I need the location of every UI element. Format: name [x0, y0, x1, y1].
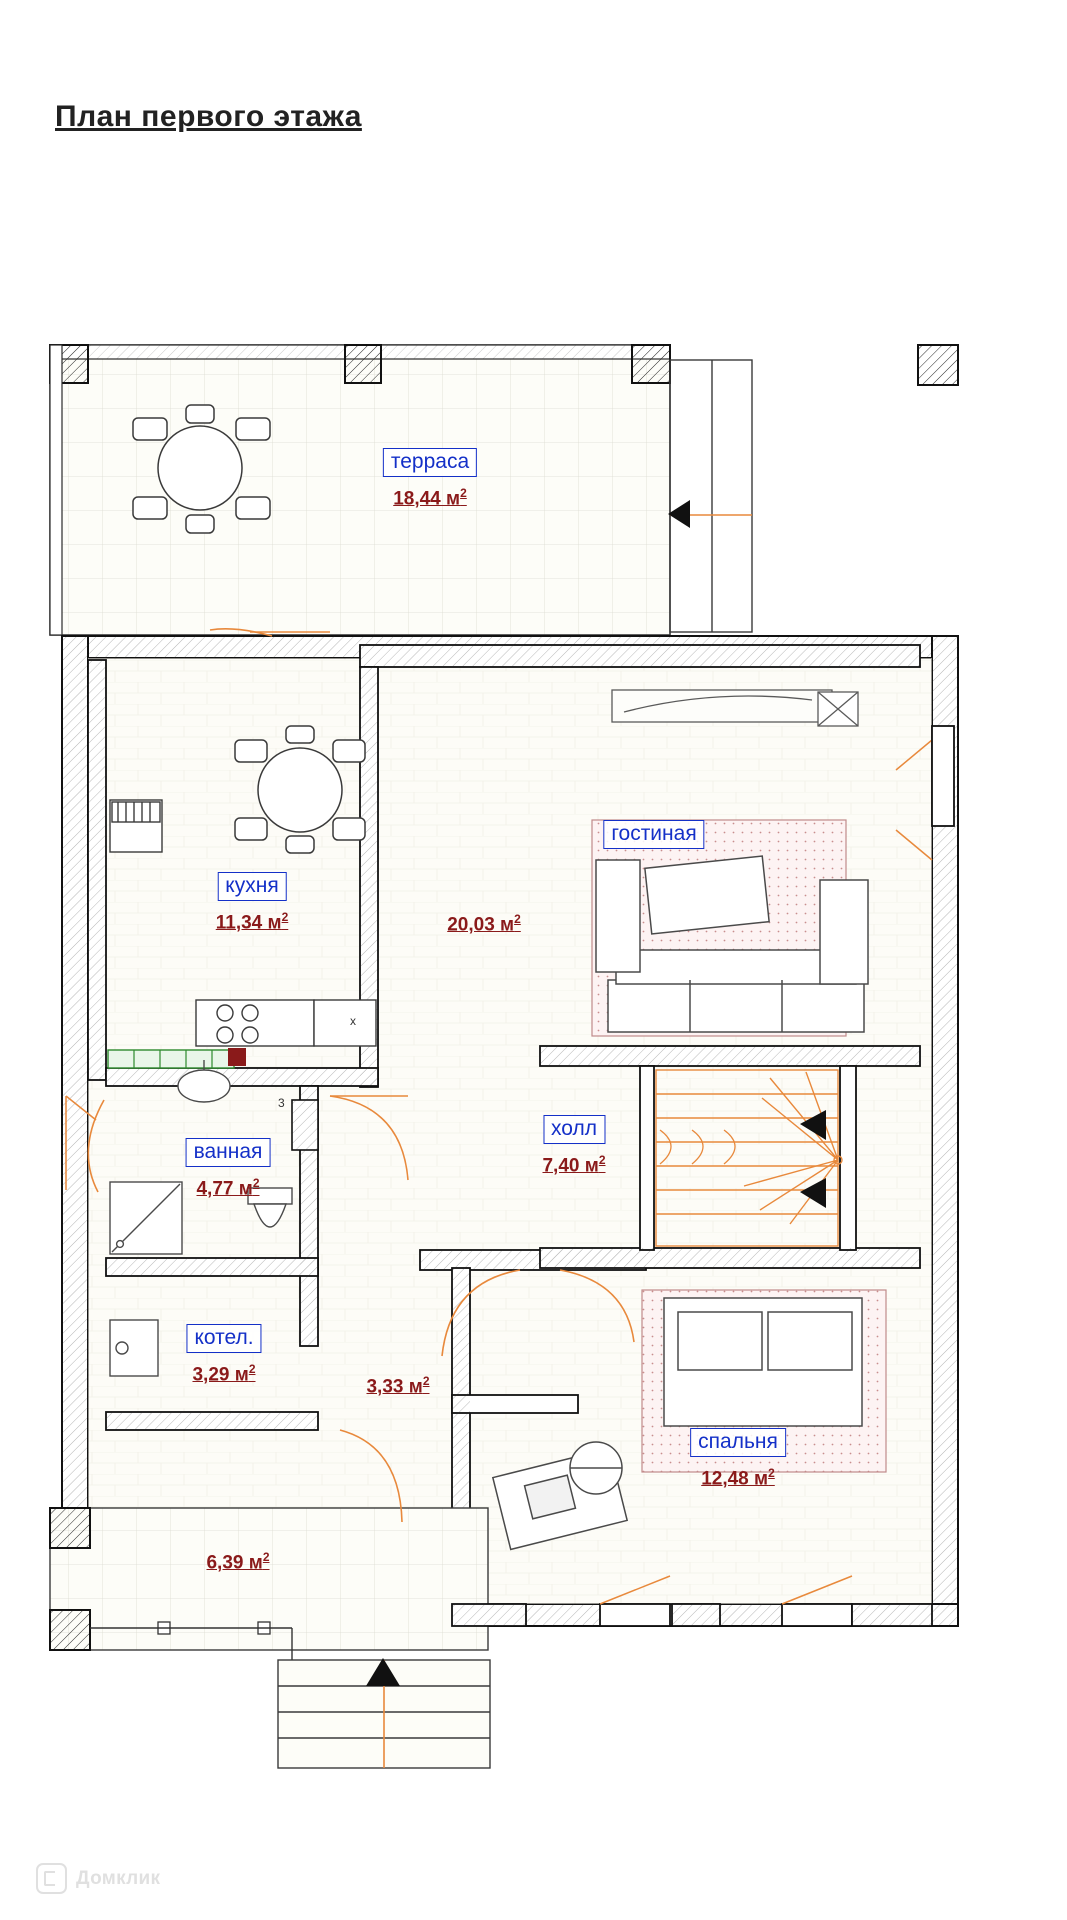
watermark-logo-icon	[36, 1863, 67, 1894]
room-area-bedroom	[690, 1466, 786, 1490]
room-area-value-boiler: 3,29 м	[192, 1363, 249, 1385]
room-area-value-bedroom: 12,48 м	[701, 1467, 769, 1489]
room-area-unit-living-room: 2	[514, 912, 521, 926]
room-area-kitchen	[216, 910, 289, 934]
room-label-kitchen	[216, 872, 289, 934]
room-name-boiler: котел.	[186, 1324, 261, 1353]
room-label-terrace	[383, 448, 477, 510]
room-label-hall	[542, 1115, 605, 1177]
room-name-bedroom: спальня	[690, 1428, 786, 1457]
room-name-kitchen: кухня	[217, 872, 286, 901]
room-area-value-bathroom: 4,77 м	[196, 1177, 253, 1199]
room-area-unit-terrace: 2	[460, 485, 467, 500]
room-area-porch	[206, 1550, 269, 1574]
room-area-unit-porch: 2	[262, 1550, 270, 1564]
annotation-x: x	[350, 1014, 356, 1028]
room-area-boiler	[186, 1362, 261, 1386]
room-area-value-terrace: 18,44 м	[393, 487, 461, 509]
room-name-hall: холл	[543, 1115, 605, 1144]
room-area-unit-kitchen: 2	[281, 909, 289, 924]
room-area-unit-boiler: 2	[248, 1361, 256, 1376]
room-area-value-hall: 7,40 м	[542, 1154, 599, 1176]
room-area-value-corridor: 3,33 м	[366, 1376, 423, 1398]
room-label-living-room	[603, 820, 704, 849]
room-label-boiler	[186, 1324, 261, 1386]
room-area-value-living-room: 20,03 м	[447, 914, 515, 936]
room-name-bathroom: ванная	[186, 1138, 271, 1167]
room-area-unit-hall: 2	[598, 1152, 606, 1167]
room-area-unit-corridor: 2	[422, 1374, 430, 1388]
room-area-hall	[542, 1153, 605, 1177]
room-label-bedroom	[690, 1428, 786, 1490]
room-area-corridor	[366, 1374, 429, 1398]
room-area-bathroom	[186, 1176, 271, 1200]
room-label-bathroom	[186, 1138, 271, 1200]
page-title: План первого этажа	[55, 100, 362, 133]
room-area-terrace	[383, 486, 477, 510]
room-name-living-room: гостиная	[603, 820, 704, 849]
room-area-unit-bedroom: 2	[768, 1465, 775, 1480]
room-area-unit-bathroom: 2	[252, 1175, 260, 1190]
watermark	[36, 1863, 160, 1894]
room-area-value-porch: 6,39 м	[206, 1552, 263, 1574]
room-name-terrace: терраса	[383, 448, 477, 477]
room-area-value-kitchen: 11,34 м	[215, 911, 282, 933]
watermark-label: Домклик	[76, 1867, 161, 1889]
annotation-3: 3	[278, 1096, 285, 1110]
room-area-living-room	[447, 912, 521, 936]
